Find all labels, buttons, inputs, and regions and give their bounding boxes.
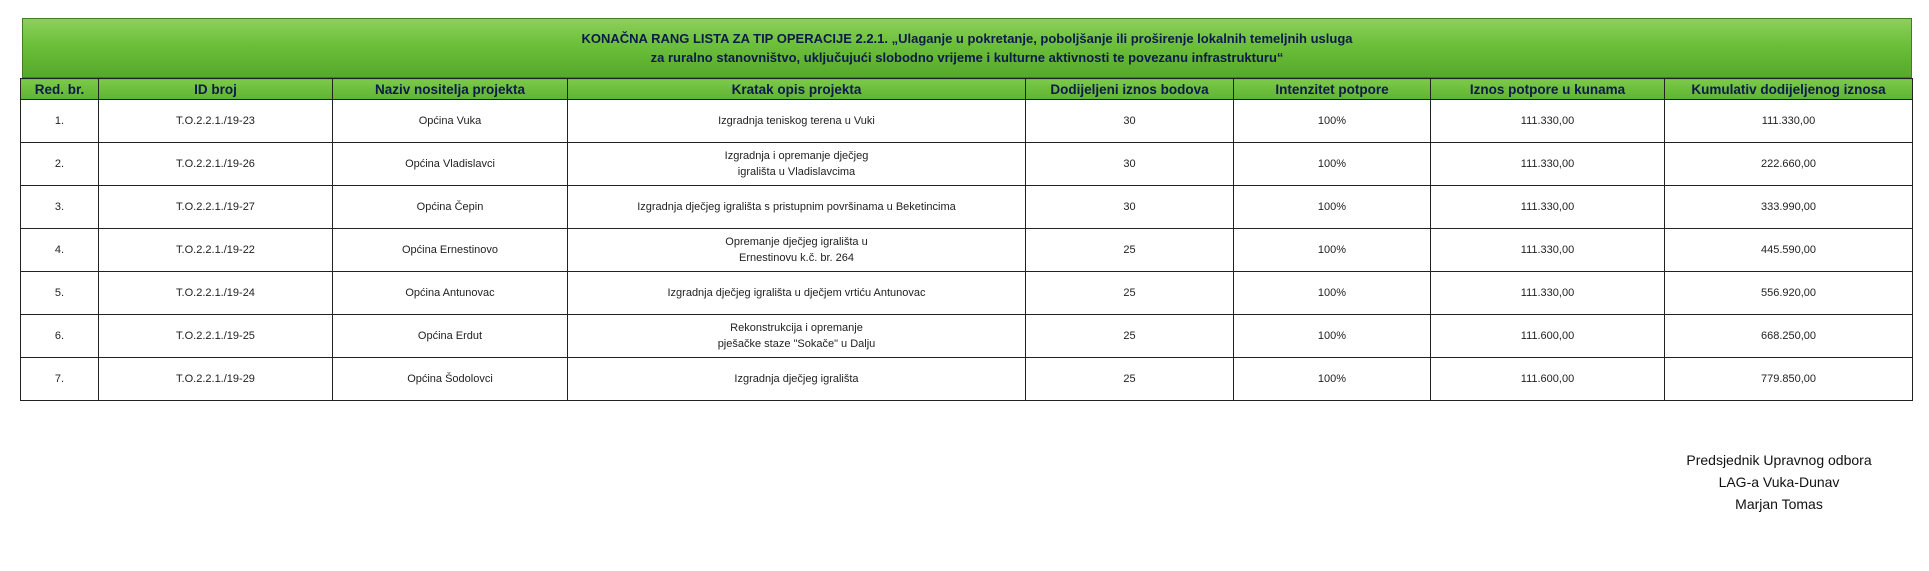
cell-opis [568, 186, 1026, 229]
table-row [21, 100, 1913, 143]
cell-opis [568, 272, 1026, 315]
cell-id-broj: T.O.2.2.1./19-26 [99, 143, 333, 186]
cell-opis-line-1: Izgradnja dječjeg igrališta s pristupnim površinama u Beketincima [637, 201, 956, 213]
cell-intenzitet: 100% [1234, 143, 1431, 186]
cell-kumulativ: 556.920,00 [1665, 272, 1913, 315]
cell-bodovi: 25 [1026, 358, 1234, 401]
cell-opis-line-1: Izgradnja teniskog terena u Vuki [718, 115, 875, 127]
signature-organization: LAG-a Vuka-Dunav [1718, 474, 1840, 490]
cell-iznos: 111.600,00 [1431, 358, 1665, 401]
cell-id-broj: T.O.2.2.1./19-29 [99, 358, 333, 401]
cell-bodovi: 25 [1026, 272, 1234, 315]
cell-opis-line-2: Ernestinovu k.č. br. 264 [739, 252, 854, 264]
table-row [21, 358, 1913, 401]
cell-opis-line-2: pješačke staze "Sokače" u Dalju [717, 338, 876, 350]
cell-opis-line-1: Rekonstrukcija i opremanje [730, 322, 863, 334]
cell-opis [568, 358, 1026, 401]
cell-naziv: Općina Vuka [333, 100, 568, 143]
header-kratak-opis: Kratak opis projekta [568, 79, 1026, 100]
cell-kumulativ: 333.990,00 [1665, 186, 1913, 229]
cell-iznos: 111.330,00 [1431, 272, 1665, 315]
cell-red-br: 4. [21, 229, 99, 272]
cell-intenzitet: 100% [1234, 272, 1431, 315]
cell-bodovi: 30 [1026, 186, 1234, 229]
cell-opis [568, 229, 1026, 272]
cell-id-broj: T.O.2.2.1./19-27 [99, 186, 333, 229]
signature-block [1659, 449, 1899, 515]
table-row [21, 143, 1913, 186]
cell-opis-line-1: Izgradnja dječjeg igrališta u dječjem vrtiću Antunovac [667, 287, 926, 299]
cell-id-broj: T.O.2.2.1./19-23 [99, 100, 333, 143]
title-banner [22, 18, 1912, 78]
header-bodovi: Dodijeljeni iznos bodova [1026, 79, 1234, 100]
cell-id-broj: T.O.2.2.1./19-22 [99, 229, 333, 272]
cell-opis-line-2: igrališta u Vladislavcima [737, 166, 856, 178]
table-header-row [21, 79, 1913, 100]
cell-red-br: 2. [21, 143, 99, 186]
cell-opis-line-1: Izgradnja i opremanje dječjeg [724, 150, 869, 162]
cell-iznos: 111.330,00 [1431, 186, 1665, 229]
cell-naziv: Općina Erdut [333, 315, 568, 358]
cell-opis [568, 143, 1026, 186]
cell-bodovi: 25 [1026, 315, 1234, 358]
title-line-2: za ruralno stanovništvo, uključujući slobodno vrijeme i kulturne aktivnosti te povezanu infrastrukturu“ [650, 50, 1284, 65]
header-red-br: Red. br. [21, 79, 99, 100]
cell-iznos: 111.330,00 [1431, 143, 1665, 186]
cell-naziv: Općina Šodolovci [333, 358, 568, 401]
cell-opis [568, 100, 1026, 143]
cell-opis-line-1: Izgradnja dječjeg igrališta [734, 373, 859, 385]
cell-id-broj: T.O.2.2.1./19-24 [99, 272, 333, 315]
signature-name: Marjan Tomas [1735, 496, 1823, 512]
cell-kumulativ: 445.590,00 [1665, 229, 1913, 272]
cell-kumulativ: 668.250,00 [1665, 315, 1913, 358]
cell-intenzitet: 100% [1234, 315, 1431, 358]
cell-iznos: 111.330,00 [1431, 100, 1665, 143]
cell-iznos: 111.600,00 [1431, 315, 1665, 358]
cell-red-br: 7. [21, 358, 99, 401]
cell-red-br: 5. [21, 272, 99, 315]
ranking-table [20, 78, 1913, 401]
cell-naziv: Općina Vladislavci [333, 143, 568, 186]
cell-opis [568, 315, 1026, 358]
cell-naziv: Općina Antunovac [333, 272, 568, 315]
table-row [21, 186, 1913, 229]
table-row [21, 315, 1913, 358]
header-naziv-nositelja: Naziv nositelja projekta [333, 79, 568, 100]
cell-intenzitet: 100% [1234, 358, 1431, 401]
header-id-broj: ID broj [99, 79, 333, 100]
cell-intenzitet: 100% [1234, 229, 1431, 272]
cell-bodovi: 30 [1026, 143, 1234, 186]
header-iznos-potpore: Iznos potpore u kunama [1431, 79, 1665, 100]
table-row [21, 229, 1913, 272]
cell-bodovi: 30 [1026, 100, 1234, 143]
header-kumulativ: Kumulativ dodijeljenog iznosa [1665, 79, 1913, 100]
cell-kumulativ: 111.330,00 [1665, 100, 1913, 143]
cell-kumulativ: 222.660,00 [1665, 143, 1913, 186]
signature-title: Predsjednik Upravnog odbora [1686, 452, 1872, 468]
cell-intenzitet: 100% [1234, 186, 1431, 229]
table-row [21, 272, 1913, 315]
cell-red-br: 6. [21, 315, 99, 358]
cell-red-br: 3. [21, 186, 99, 229]
cell-bodovi: 25 [1026, 229, 1234, 272]
cell-kumulativ: 779.850,00 [1665, 358, 1913, 401]
header-intenzitet: Intenzitet potpore [1234, 79, 1431, 100]
title-line-1: KONAČNA RANG LISTA ZA TIP OPERACIJE 2.2.1. „Ulaganje u pokretanje, poboljšanje ili proširenje lokalnih temeljnih usluga [581, 31, 1353, 46]
cell-opis-line-1: Opremanje dječjeg igrališta u [725, 236, 868, 248]
cell-naziv: Općina Čepin [333, 186, 568, 229]
cell-iznos: 111.330,00 [1431, 229, 1665, 272]
cell-naziv: Općina Ernestinovo [333, 229, 568, 272]
cell-id-broj: T.O.2.2.1./19-25 [99, 315, 333, 358]
cell-intenzitet: 100% [1234, 100, 1431, 143]
cell-red-br: 1. [21, 100, 99, 143]
